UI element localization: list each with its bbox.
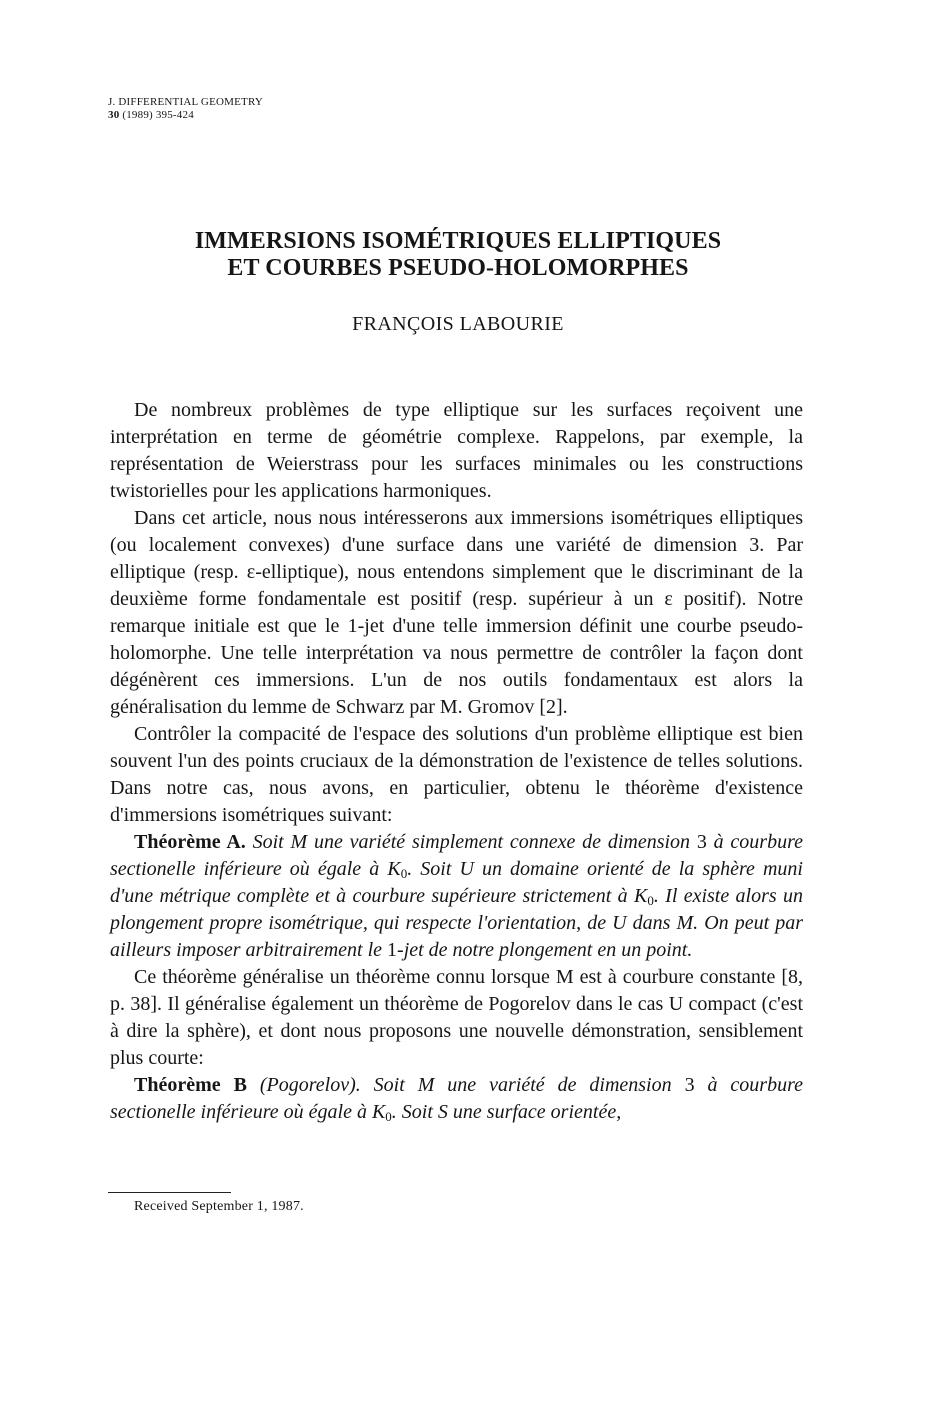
volume-number: 30	[108, 109, 120, 121]
article-body	[110, 397, 803, 1126]
article-title	[100, 228, 816, 282]
theorem-a-text-1: Soit M une variété simplement connexe de dimension	[252, 831, 691, 853]
theorem-b-text-3: . Soit S une surface orientée,	[391, 1101, 622, 1123]
theorem-a	[110, 829, 803, 964]
journal-name: J. DIFFERENTIAL GEOMETRY	[108, 96, 264, 108]
theorem-b-paren: (Pogorelov).	[259, 1074, 361, 1096]
journal-volume-line	[108, 109, 263, 122]
theorem-a-text-4: . Il existe alors un plongement propre isométrique, qui respecte l'orientation, de U dans M. On peut par ailleurs imposer arbitrairement le	[110, 885, 803, 961]
theorem-a-text-2: à courbure sectionelle inférieure où égale à K	[110, 831, 803, 880]
paragraph-2: Dans cet article, nous nous intéresserons aux immersions isométriques elliptiques (ou localement convexes) d'une surface dans une variété de dimension 3. Par elliptique (resp. ε-elliptique), nous entendons simplement que le discriminant de la deuxième forme fondamentale est positif (resp. supérieur à un ε positif). Notre remarque initiale est que le 1-jet d'une telle immersion définit une courbe pseudo-holomorphe. Une telle interprétation va nous permettre de contrôler la façon dont dégénèrent ces immersions. L'un de nos outils fondamentaux est alors la généralisation du lemme de Schwarz par M. Gromov [2].	[110, 507, 803, 718]
theorem-b-sub-1: 0	[385, 1109, 392, 1124]
title-line-1: IMMERSIONS ISOMÉTRIQUES ELLIPTIQUES	[194, 228, 722, 254]
journal-header	[108, 96, 263, 122]
theorem-a-text-5: -jet de notre plongement en un point.	[397, 939, 693, 961]
footnote: Received September 1, 1987.	[134, 1199, 304, 1214]
theorem-a-text-3: . Soit U un domaine orienté de la sphère muni d'une métrique complète et à courbure supérieure strictement à K	[110, 858, 803, 907]
author-name: FRANÇOIS LABOURIE	[352, 313, 564, 335]
theorem-b-label: Théorème B	[134, 1074, 247, 1096]
paragraph-3: Contrôler la compacité de l'espace des solutions d'un problème elliptique est bien souvent l'un des points cruciaux de la démonstration de l'existence de telles solutions. Dans notre cas, nous avons, en particulier, obtenu le théorème d'existence d'immersions isométriques suivant:	[110, 723, 803, 826]
footnote-rule	[108, 1192, 231, 1193]
theorem-a-sub-2: 0	[647, 893, 654, 908]
theorem-b-dim: 3	[684, 1074, 695, 1096]
paragraph-5: Ce théorème généralise un théorème connu lorsque M est à courbure constante [8, p. 38]. Il généralise également un théorème de Pogorelov dans le cas U compact (c'est à dire la sphère), et dont nous proposons une nouvelle démonstration, sensiblement plus courte:	[110, 966, 803, 1069]
paragraph-1: De nombreux problèmes de type elliptique sur les surfaces reçoivent une interprétation en terme de géométrie complexe. Rappelons, par exemple, la représentation de Weierstrass pour les surfaces minimales ou les constructions twistorielles pour les applications harmoniques.	[110, 399, 803, 502]
theorem-b-text-1: Soit M une variété de dimension	[373, 1074, 672, 1096]
theorem-b	[110, 1072, 803, 1126]
theorem-a-sub-1: 0	[400, 866, 408, 881]
theorem-a-label: Théorème A.	[134, 831, 246, 853]
theorem-a-jet: 1	[387, 939, 398, 961]
year-pages: (1989) 395-424	[122, 109, 194, 121]
theorem-b-text-2: à courbure sectionelle inférieure où égale à K	[110, 1074, 804, 1123]
theorem-a-dim: 3	[696, 831, 707, 853]
title-line-2: ET COURBES PSEUDO-HOLOMORPHES	[227, 255, 689, 281]
